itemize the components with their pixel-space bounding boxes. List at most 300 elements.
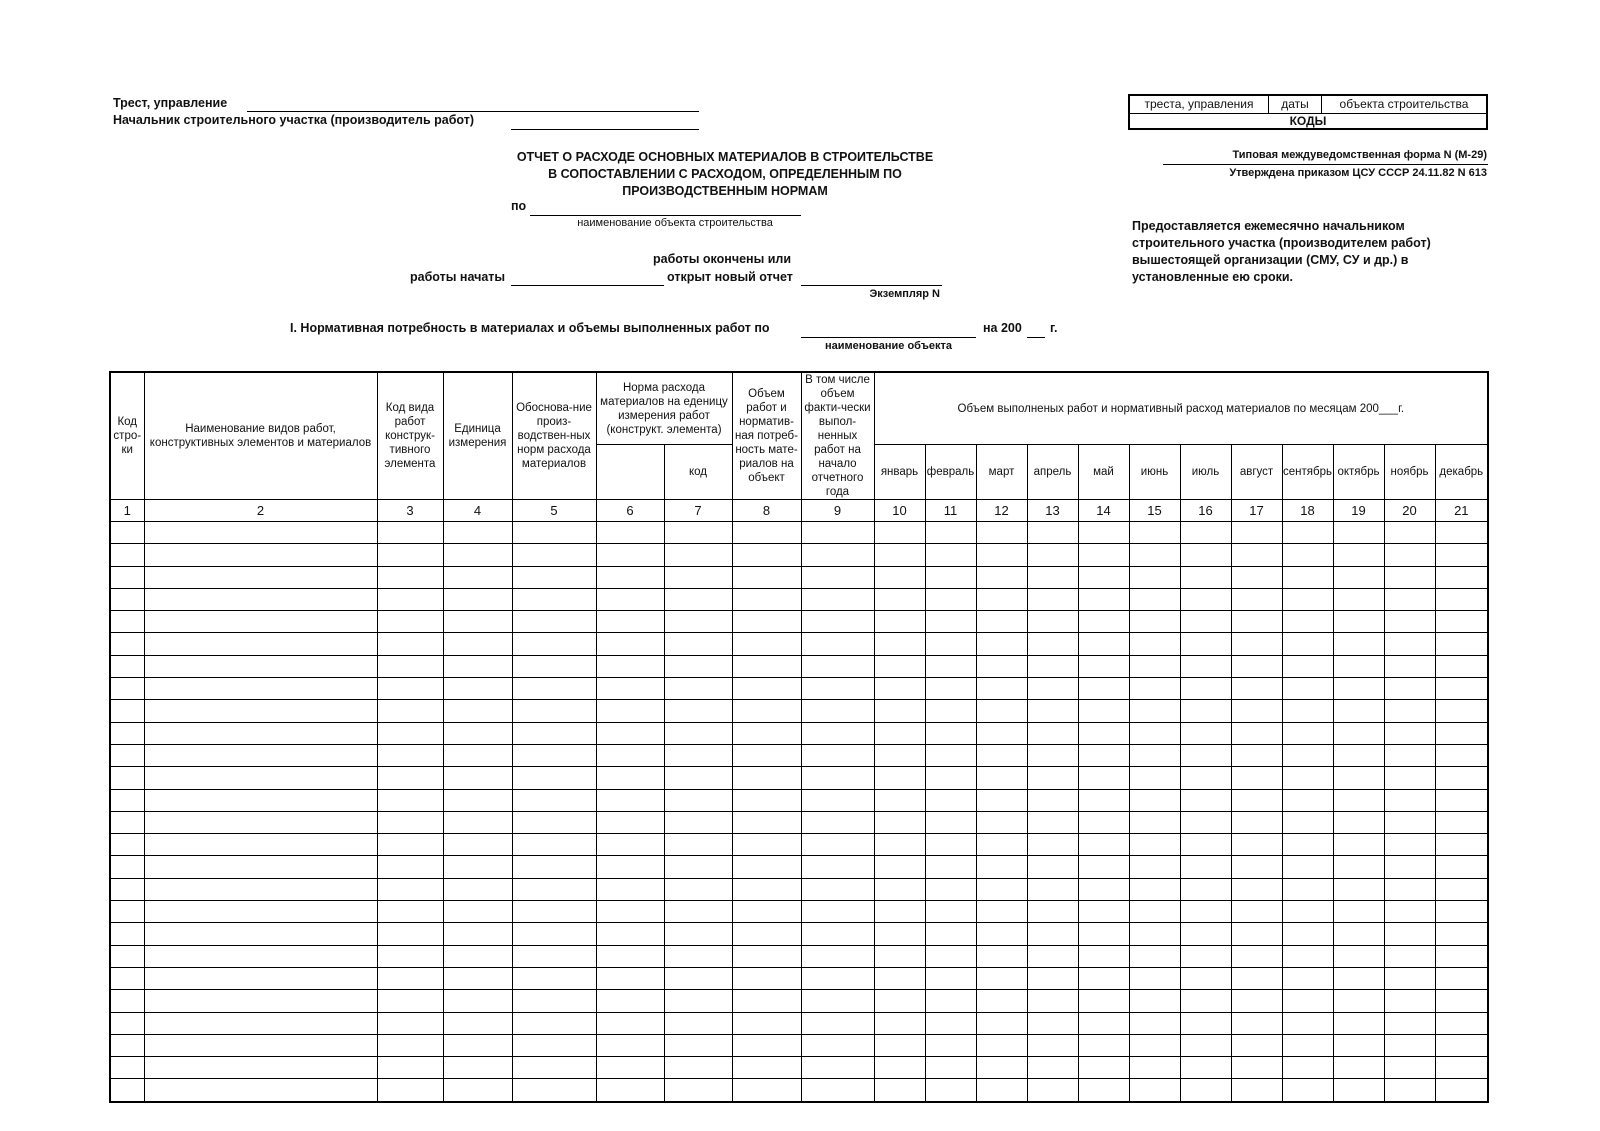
table-cell[interactable] (596, 901, 664, 923)
table-cell[interactable] (110, 678, 144, 700)
table-cell[interactable] (443, 923, 512, 945)
table-cell[interactable] (1384, 856, 1435, 878)
table-cell[interactable] (1078, 544, 1129, 566)
table-cell[interactable] (976, 789, 1027, 811)
table-cell[interactable] (1435, 990, 1488, 1012)
table-cell[interactable] (1129, 522, 1180, 544)
table-cell[interactable] (1384, 566, 1435, 588)
table-cell[interactable] (732, 611, 801, 633)
table-cell[interactable] (1282, 722, 1333, 744)
table-cell[interactable] (925, 744, 976, 766)
table-cell[interactable] (1435, 633, 1488, 655)
table-cell[interactable] (512, 722, 596, 744)
table-cell[interactable] (1384, 967, 1435, 989)
table-cell[interactable] (1384, 722, 1435, 744)
table-cell[interactable] (925, 678, 976, 700)
table-cell[interactable] (801, 1057, 874, 1079)
table-cell[interactable] (664, 522, 732, 544)
table-cell[interactable] (801, 522, 874, 544)
table-cell[interactable] (732, 655, 801, 677)
table-cell[interactable] (732, 945, 801, 967)
table-cell[interactable] (874, 856, 925, 878)
table-cell[interactable] (1180, 633, 1231, 655)
table-cell[interactable] (1384, 990, 1435, 1012)
table-cell[interactable] (1078, 566, 1129, 588)
table-cell[interactable] (1333, 834, 1384, 856)
table-cell[interactable] (1231, 923, 1282, 945)
table-cell[interactable] (1282, 655, 1333, 677)
table-cell[interactable] (1384, 678, 1435, 700)
table-cell[interactable] (1078, 1057, 1129, 1079)
table-cell[interactable] (1129, 945, 1180, 967)
table-cell[interactable] (443, 633, 512, 655)
table-cell[interactable] (664, 588, 732, 610)
table-cell[interactable] (144, 700, 377, 722)
table-cell[interactable] (110, 700, 144, 722)
table-cell[interactable] (925, 811, 976, 833)
table-cell[interactable] (874, 1057, 925, 1079)
table-cell[interactable] (1231, 722, 1282, 744)
table-cell[interactable] (110, 923, 144, 945)
table-cell[interactable] (1333, 633, 1384, 655)
table-cell[interactable] (1231, 633, 1282, 655)
table-cell[interactable] (1435, 522, 1488, 544)
table-cell[interactable] (377, 655, 443, 677)
table-cell[interactable] (1231, 544, 1282, 566)
table-cell[interactable] (1231, 967, 1282, 989)
table-cell[interactable] (596, 923, 664, 945)
table-cell[interactable] (144, 923, 377, 945)
table-cell[interactable] (976, 923, 1027, 945)
table-cell[interactable] (1333, 945, 1384, 967)
table-cell[interactable] (1078, 789, 1129, 811)
table-cell[interactable] (1027, 522, 1078, 544)
table-cell[interactable] (1231, 522, 1282, 544)
table-cell[interactable] (144, 1057, 377, 1079)
table-cell[interactable] (801, 566, 874, 588)
table-cell[interactable] (1078, 767, 1129, 789)
table-cell[interactable] (110, 522, 144, 544)
table-cell[interactable] (1282, 678, 1333, 700)
table-cell[interactable] (732, 1034, 801, 1056)
table-cell[interactable] (976, 633, 1027, 655)
table-cell[interactable] (596, 789, 664, 811)
table-cell[interactable] (144, 834, 377, 856)
table-cell[interactable] (976, 611, 1027, 633)
table-cell[interactable] (1384, 945, 1435, 967)
table-cell[interactable] (1282, 744, 1333, 766)
table-cell[interactable] (801, 767, 874, 789)
table-cell[interactable] (801, 811, 874, 833)
table-cell[interactable] (144, 856, 377, 878)
table-cell[interactable] (512, 522, 596, 544)
table-cell[interactable] (1384, 744, 1435, 766)
table-cell[interactable] (925, 967, 976, 989)
table-cell[interactable] (443, 722, 512, 744)
table-cell[interactable] (1078, 990, 1129, 1012)
table-cell[interactable] (1384, 544, 1435, 566)
table-cell[interactable] (976, 1079, 1027, 1102)
table-cell[interactable] (144, 767, 377, 789)
table-cell[interactable] (110, 789, 144, 811)
table-cell[interactable] (801, 990, 874, 1012)
table-cell[interactable] (1435, 700, 1488, 722)
table-cell[interactable] (874, 811, 925, 833)
table-cell[interactable] (664, 789, 732, 811)
table-cell[interactable] (377, 1012, 443, 1034)
table-cell[interactable] (874, 767, 925, 789)
table-cell[interactable] (1078, 1012, 1129, 1034)
table-cell[interactable] (1333, 1012, 1384, 1034)
table-cell[interactable] (512, 856, 596, 878)
table-cell[interactable] (1180, 1012, 1231, 1034)
table-cell[interactable] (1129, 923, 1180, 945)
table-cell[interactable] (443, 611, 512, 633)
table-cell[interactable] (1078, 901, 1129, 923)
table-cell[interactable] (925, 633, 976, 655)
table-cell[interactable] (443, 655, 512, 677)
table-cell[interactable] (664, 655, 732, 677)
table-cell[interactable] (1078, 923, 1129, 945)
table-cell[interactable] (1282, 1057, 1333, 1079)
table-cell[interactable] (732, 878, 801, 900)
table-cell[interactable] (110, 878, 144, 900)
table-cell[interactable] (596, 1079, 664, 1102)
table-cell[interactable] (144, 967, 377, 989)
table-cell[interactable] (1282, 566, 1333, 588)
table-cell[interactable] (512, 811, 596, 833)
chief-field[interactable] (511, 129, 699, 130)
table-cell[interactable] (732, 744, 801, 766)
table-cell[interactable] (1435, 611, 1488, 633)
table-cell[interactable] (512, 744, 596, 766)
table-cell[interactable] (443, 522, 512, 544)
table-cell[interactable] (874, 678, 925, 700)
table-cell[interactable] (976, 700, 1027, 722)
table-cell[interactable] (1078, 811, 1129, 833)
table-cell[interactable] (801, 834, 874, 856)
table-cell[interactable] (874, 923, 925, 945)
table-cell[interactable] (732, 990, 801, 1012)
table-cell[interactable] (377, 811, 443, 833)
table-cell[interactable] (1333, 1079, 1384, 1102)
table-cell[interactable] (1129, 878, 1180, 900)
table-cell[interactable] (377, 901, 443, 923)
table-cell[interactable] (512, 1057, 596, 1079)
table-cell[interactable] (1282, 767, 1333, 789)
table-cell[interactable] (1231, 700, 1282, 722)
table-cell[interactable] (110, 1012, 144, 1034)
table-cell[interactable] (664, 744, 732, 766)
table-cell[interactable] (1078, 967, 1129, 989)
table-cell[interactable] (874, 1012, 925, 1034)
table-cell[interactable] (874, 878, 925, 900)
table-cell[interactable] (1435, 544, 1488, 566)
table-cell[interactable] (144, 901, 377, 923)
table-cell[interactable] (1333, 878, 1384, 900)
table-cell[interactable] (144, 633, 377, 655)
table-cell[interactable] (1027, 611, 1078, 633)
table-cell[interactable] (1180, 967, 1231, 989)
table-cell[interactable] (976, 878, 1027, 900)
table-cell[interactable] (110, 611, 144, 633)
table-cell[interactable] (512, 544, 596, 566)
table-cell[interactable] (1282, 856, 1333, 878)
table-cell[interactable] (1231, 1057, 1282, 1079)
table-cell[interactable] (1180, 1057, 1231, 1079)
table-cell[interactable] (596, 544, 664, 566)
section1-object-field[interactable] (801, 337, 976, 338)
table-cell[interactable] (1027, 1079, 1078, 1102)
table-cell[interactable] (1435, 588, 1488, 610)
table-cell[interactable] (443, 789, 512, 811)
table-cell[interactable] (732, 1057, 801, 1079)
table-cell[interactable] (1282, 990, 1333, 1012)
table-cell[interactable] (596, 878, 664, 900)
table-cell[interactable] (596, 700, 664, 722)
table-cell[interactable] (1282, 700, 1333, 722)
table-cell[interactable] (1180, 789, 1231, 811)
table-cell[interactable] (874, 789, 925, 811)
table-cell[interactable] (1231, 611, 1282, 633)
table-cell[interactable] (144, 744, 377, 766)
table-cell[interactable] (1129, 744, 1180, 766)
table-cell[interactable] (1435, 1079, 1488, 1102)
table-cell[interactable] (1282, 1079, 1333, 1102)
table-cell[interactable] (1333, 655, 1384, 677)
table-cell[interactable] (1027, 834, 1078, 856)
table-cell[interactable] (664, 1034, 732, 1056)
table-cell[interactable] (1027, 1012, 1078, 1034)
table-cell[interactable] (110, 767, 144, 789)
table-cell[interactable] (144, 678, 377, 700)
table-cell[interactable] (1333, 923, 1384, 945)
table-cell[interactable] (1078, 655, 1129, 677)
table-cell[interactable] (1129, 789, 1180, 811)
table-cell[interactable] (110, 1034, 144, 1056)
table-cell[interactable] (512, 767, 596, 789)
table-cell[interactable] (1384, 811, 1435, 833)
table-cell[interactable] (1180, 522, 1231, 544)
table-cell[interactable] (1180, 834, 1231, 856)
table-cell[interactable] (664, 878, 732, 900)
table-cell[interactable] (976, 945, 1027, 967)
table-cell[interactable] (732, 544, 801, 566)
table-cell[interactable] (1435, 923, 1488, 945)
table-cell[interactable] (1027, 633, 1078, 655)
table-cell[interactable] (110, 544, 144, 566)
table-cell[interactable] (1231, 990, 1282, 1012)
table-cell[interactable] (512, 1034, 596, 1056)
table-cell[interactable] (1282, 544, 1333, 566)
table-cell[interactable] (801, 611, 874, 633)
table-cell[interactable] (1129, 1034, 1180, 1056)
table-cell[interactable] (1129, 1057, 1180, 1079)
table-cell[interactable] (1282, 811, 1333, 833)
table-cell[interactable] (1333, 990, 1384, 1012)
table-cell[interactable] (1129, 678, 1180, 700)
table-cell[interactable] (1129, 722, 1180, 744)
table-cell[interactable] (1282, 945, 1333, 967)
table-cell[interactable] (596, 611, 664, 633)
table-cell[interactable] (1384, 611, 1435, 633)
table-cell[interactable] (512, 678, 596, 700)
table-cell[interactable] (874, 967, 925, 989)
table-cell[interactable] (874, 566, 925, 588)
table-cell[interactable] (1435, 834, 1488, 856)
table-cell[interactable] (443, 990, 512, 1012)
table-cell[interactable] (1027, 923, 1078, 945)
table-cell[interactable] (925, 923, 976, 945)
table-cell[interactable] (1384, 767, 1435, 789)
table-cell[interactable] (1435, 901, 1488, 923)
table-cell[interactable] (1333, 678, 1384, 700)
table-cell[interactable] (512, 789, 596, 811)
table-cell[interactable] (664, 1012, 732, 1034)
table-cell[interactable] (925, 611, 976, 633)
table-cell[interactable] (596, 522, 664, 544)
table-cell[interactable] (512, 945, 596, 967)
table-cell[interactable] (144, 588, 377, 610)
table-cell[interactable] (596, 1012, 664, 1034)
table-cell[interactable] (1384, 700, 1435, 722)
table-cell[interactable] (1129, 588, 1180, 610)
table-cell[interactable] (874, 611, 925, 633)
object-field[interactable] (530, 215, 801, 216)
table-cell[interactable] (110, 655, 144, 677)
table-cell[interactable] (1435, 856, 1488, 878)
table-cell[interactable] (110, 633, 144, 655)
table-cell[interactable] (377, 990, 443, 1012)
table-cell[interactable] (1078, 522, 1129, 544)
table-cell[interactable] (874, 901, 925, 923)
table-cell[interactable] (512, 967, 596, 989)
table-cell[interactable] (1282, 923, 1333, 945)
table-cell[interactable] (664, 811, 732, 833)
table-cell[interactable] (801, 945, 874, 967)
table-cell[interactable] (976, 655, 1027, 677)
table-cell[interactable] (144, 878, 377, 900)
table-cell[interactable] (1435, 789, 1488, 811)
table-cell[interactable] (377, 700, 443, 722)
table-cell[interactable] (1282, 588, 1333, 610)
table-cell[interactable] (801, 901, 874, 923)
table-cell[interactable] (664, 967, 732, 989)
table-cell[interactable] (512, 878, 596, 900)
table-cell[interactable] (732, 1079, 801, 1102)
table-cell[interactable] (732, 967, 801, 989)
table-cell[interactable] (925, 1057, 976, 1079)
table-cell[interactable] (1282, 1034, 1333, 1056)
table-cell[interactable] (1384, 1034, 1435, 1056)
table-cell[interactable] (443, 767, 512, 789)
table-cell[interactable] (1129, 767, 1180, 789)
table-cell[interactable] (1078, 678, 1129, 700)
table-cell[interactable] (1231, 945, 1282, 967)
table-cell[interactable] (664, 611, 732, 633)
table-cell[interactable] (732, 811, 801, 833)
table-cell[interactable] (1027, 566, 1078, 588)
table-cell[interactable] (144, 789, 377, 811)
table-cell[interactable] (1129, 655, 1180, 677)
table-cell[interactable] (110, 1057, 144, 1079)
table-cell[interactable] (664, 700, 732, 722)
table-cell[interactable] (144, 611, 377, 633)
table-cell[interactable] (596, 990, 664, 1012)
table-cell[interactable] (976, 1034, 1027, 1056)
table-cell[interactable] (1129, 811, 1180, 833)
table-cell[interactable] (377, 1034, 443, 1056)
table-cell[interactable] (664, 722, 732, 744)
table-cell[interactable] (1333, 767, 1384, 789)
table-cell[interactable] (1129, 611, 1180, 633)
table-cell[interactable] (1435, 967, 1488, 989)
table-cell[interactable] (1180, 722, 1231, 744)
table-cell[interactable] (925, 901, 976, 923)
table-cell[interactable] (1333, 722, 1384, 744)
table-cell[interactable] (377, 678, 443, 700)
table-cell[interactable] (1333, 1057, 1384, 1079)
table-cell[interactable] (512, 901, 596, 923)
table-cell[interactable] (874, 700, 925, 722)
table-cell[interactable] (443, 566, 512, 588)
table-cell[interactable] (1231, 1034, 1282, 1056)
table-cell[interactable] (1384, 834, 1435, 856)
table-cell[interactable] (1129, 901, 1180, 923)
table-cell[interactable] (443, 834, 512, 856)
table-cell[interactable] (1435, 1012, 1488, 1034)
table-cell[interactable] (1180, 611, 1231, 633)
table-cell[interactable] (1180, 1034, 1231, 1056)
table-cell[interactable] (925, 722, 976, 744)
table-cell[interactable] (801, 722, 874, 744)
table-cell[interactable] (1333, 611, 1384, 633)
table-cell[interactable] (1027, 544, 1078, 566)
table-cell[interactable] (1333, 1034, 1384, 1056)
table-cell[interactable] (1384, 901, 1435, 923)
table-cell[interactable] (110, 834, 144, 856)
table-cell[interactable] (1282, 967, 1333, 989)
table-cell[interactable] (1078, 1079, 1129, 1102)
table-cell[interactable] (1231, 1012, 1282, 1034)
table-cell[interactable] (1180, 678, 1231, 700)
table-cell[interactable] (1435, 722, 1488, 744)
table-cell[interactable] (801, 678, 874, 700)
table-cell[interactable] (596, 588, 664, 610)
table-cell[interactable] (1027, 588, 1078, 610)
table-cell[interactable] (1180, 655, 1231, 677)
table-cell[interactable] (1231, 767, 1282, 789)
table-cell[interactable] (596, 945, 664, 967)
finished-field[interactable] (801, 285, 942, 286)
table-cell[interactable] (1384, 923, 1435, 945)
table-cell[interactable] (144, 990, 377, 1012)
table-cell[interactable] (664, 1079, 732, 1102)
table-cell[interactable] (925, 990, 976, 1012)
table-cell[interactable] (732, 767, 801, 789)
table-cell[interactable] (1078, 834, 1129, 856)
table-cell[interactable] (925, 1012, 976, 1034)
table-cell[interactable] (925, 544, 976, 566)
table-cell[interactable] (443, 700, 512, 722)
table-cell[interactable] (1384, 789, 1435, 811)
table-cell[interactable] (144, 522, 377, 544)
table-cell[interactable] (512, 1079, 596, 1102)
table-cell[interactable] (801, 789, 874, 811)
table-cell[interactable] (377, 878, 443, 900)
table-cell[interactable] (1078, 611, 1129, 633)
table-cell[interactable] (664, 990, 732, 1012)
